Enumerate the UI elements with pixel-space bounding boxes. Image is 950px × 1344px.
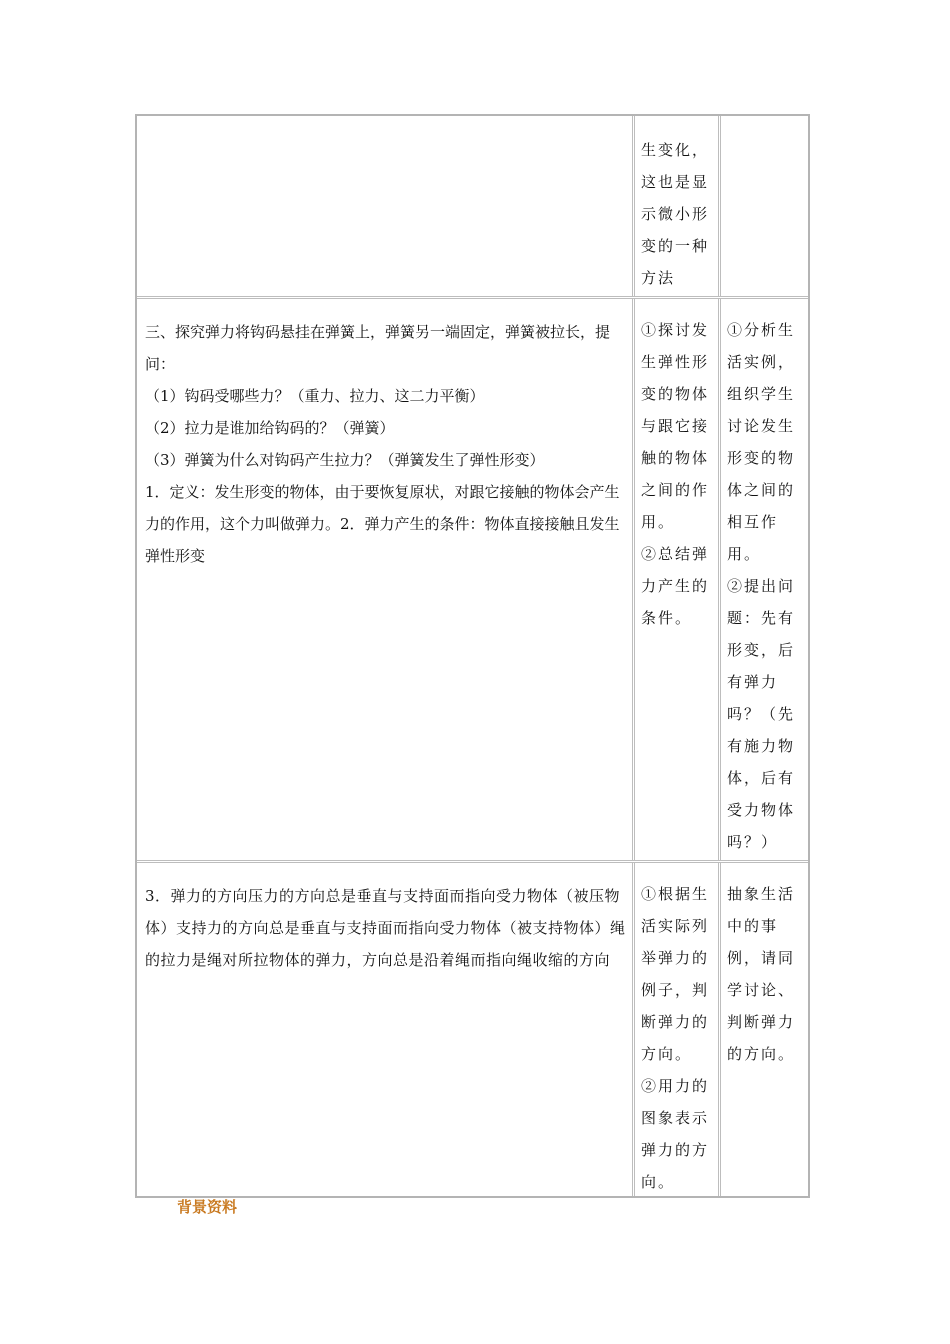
table-row <box>137 296 808 860</box>
student-activity-cell <box>632 863 718 1196</box>
cell-paragraph: 生变化，这也是显示微小形变的一种方法 <box>641 141 710 287</box>
cell-paragraph: （2）拉力是谁加给钩码的？（弹簧） <box>145 419 395 437</box>
cell-paragraph: ②总结弹力产生的条件。 <box>641 545 710 627</box>
teacher-activity-cell <box>718 116 808 296</box>
table-row <box>137 860 808 1196</box>
table-row <box>137 116 808 296</box>
student-activity-cell <box>632 299 718 860</box>
cell-paragraph: ①分析生活实例，组织学生讨论发生形变的物体之间的相互作用。 <box>727 321 796 563</box>
cell-paragraph: 3．弹力的方向压力的方向总是垂直与支持面而指向受力物体（被压物体）支持力的方向总是垂直与支持面而指向受力物体（被支持物体）绳的拉力是绳对所拉物体的弹力，方向总是沿着绳而指向绳收缩的方向 <box>145 887 626 969</box>
content-cell <box>137 863 632 1196</box>
teacher-activity-cell <box>718 299 808 860</box>
cell-paragraph: 抽象生活中的事例，请同学讨论、判断弹力的方向。 <box>727 885 796 1063</box>
lesson-table <box>135 114 810 1198</box>
cell-paragraph: ②提出问题：先有形变，后有弹力吗？（先有施力物体，后有受力物体吗？） <box>727 577 796 851</box>
content-cell <box>137 116 632 296</box>
content-cell <box>137 299 632 860</box>
cell-paragraph: ②用力的图象表示弹力的方向。 <box>641 1077 710 1191</box>
teacher-activity-cell <box>718 863 808 1196</box>
background-material-heading: 背景资料 <box>177 1198 238 1216</box>
cell-paragraph: （1）钩码受哪些力？（重力、拉力、这二力平衡） <box>145 387 485 405</box>
cell-paragraph: 1．定义：发生形变的物体，由于要恢复原状，对跟它接触的物体会产生力的作用，这个力叫做弹力。2．弹力产生的条件：物体直接接触且发生弹性形变 <box>145 483 620 565</box>
cell-paragraph: ①探讨发生弹性形变的物体与跟它接触的物体之间的作用。 <box>641 321 710 531</box>
student-activity-cell <box>632 116 718 296</box>
cell-paragraph: （3）弹簧为什么对钩码产生拉力？（弹簧发生了弹性形变） <box>145 451 545 469</box>
cell-paragraph: ①根据生活实际列举弹力的例子，判断弹力的方向。 <box>641 885 710 1063</box>
cell-paragraph: 三、探究弹力将钩码悬挂在弹簧上，弹簧另一端固定，弹簧被拉长，提问： <box>145 323 611 373</box>
